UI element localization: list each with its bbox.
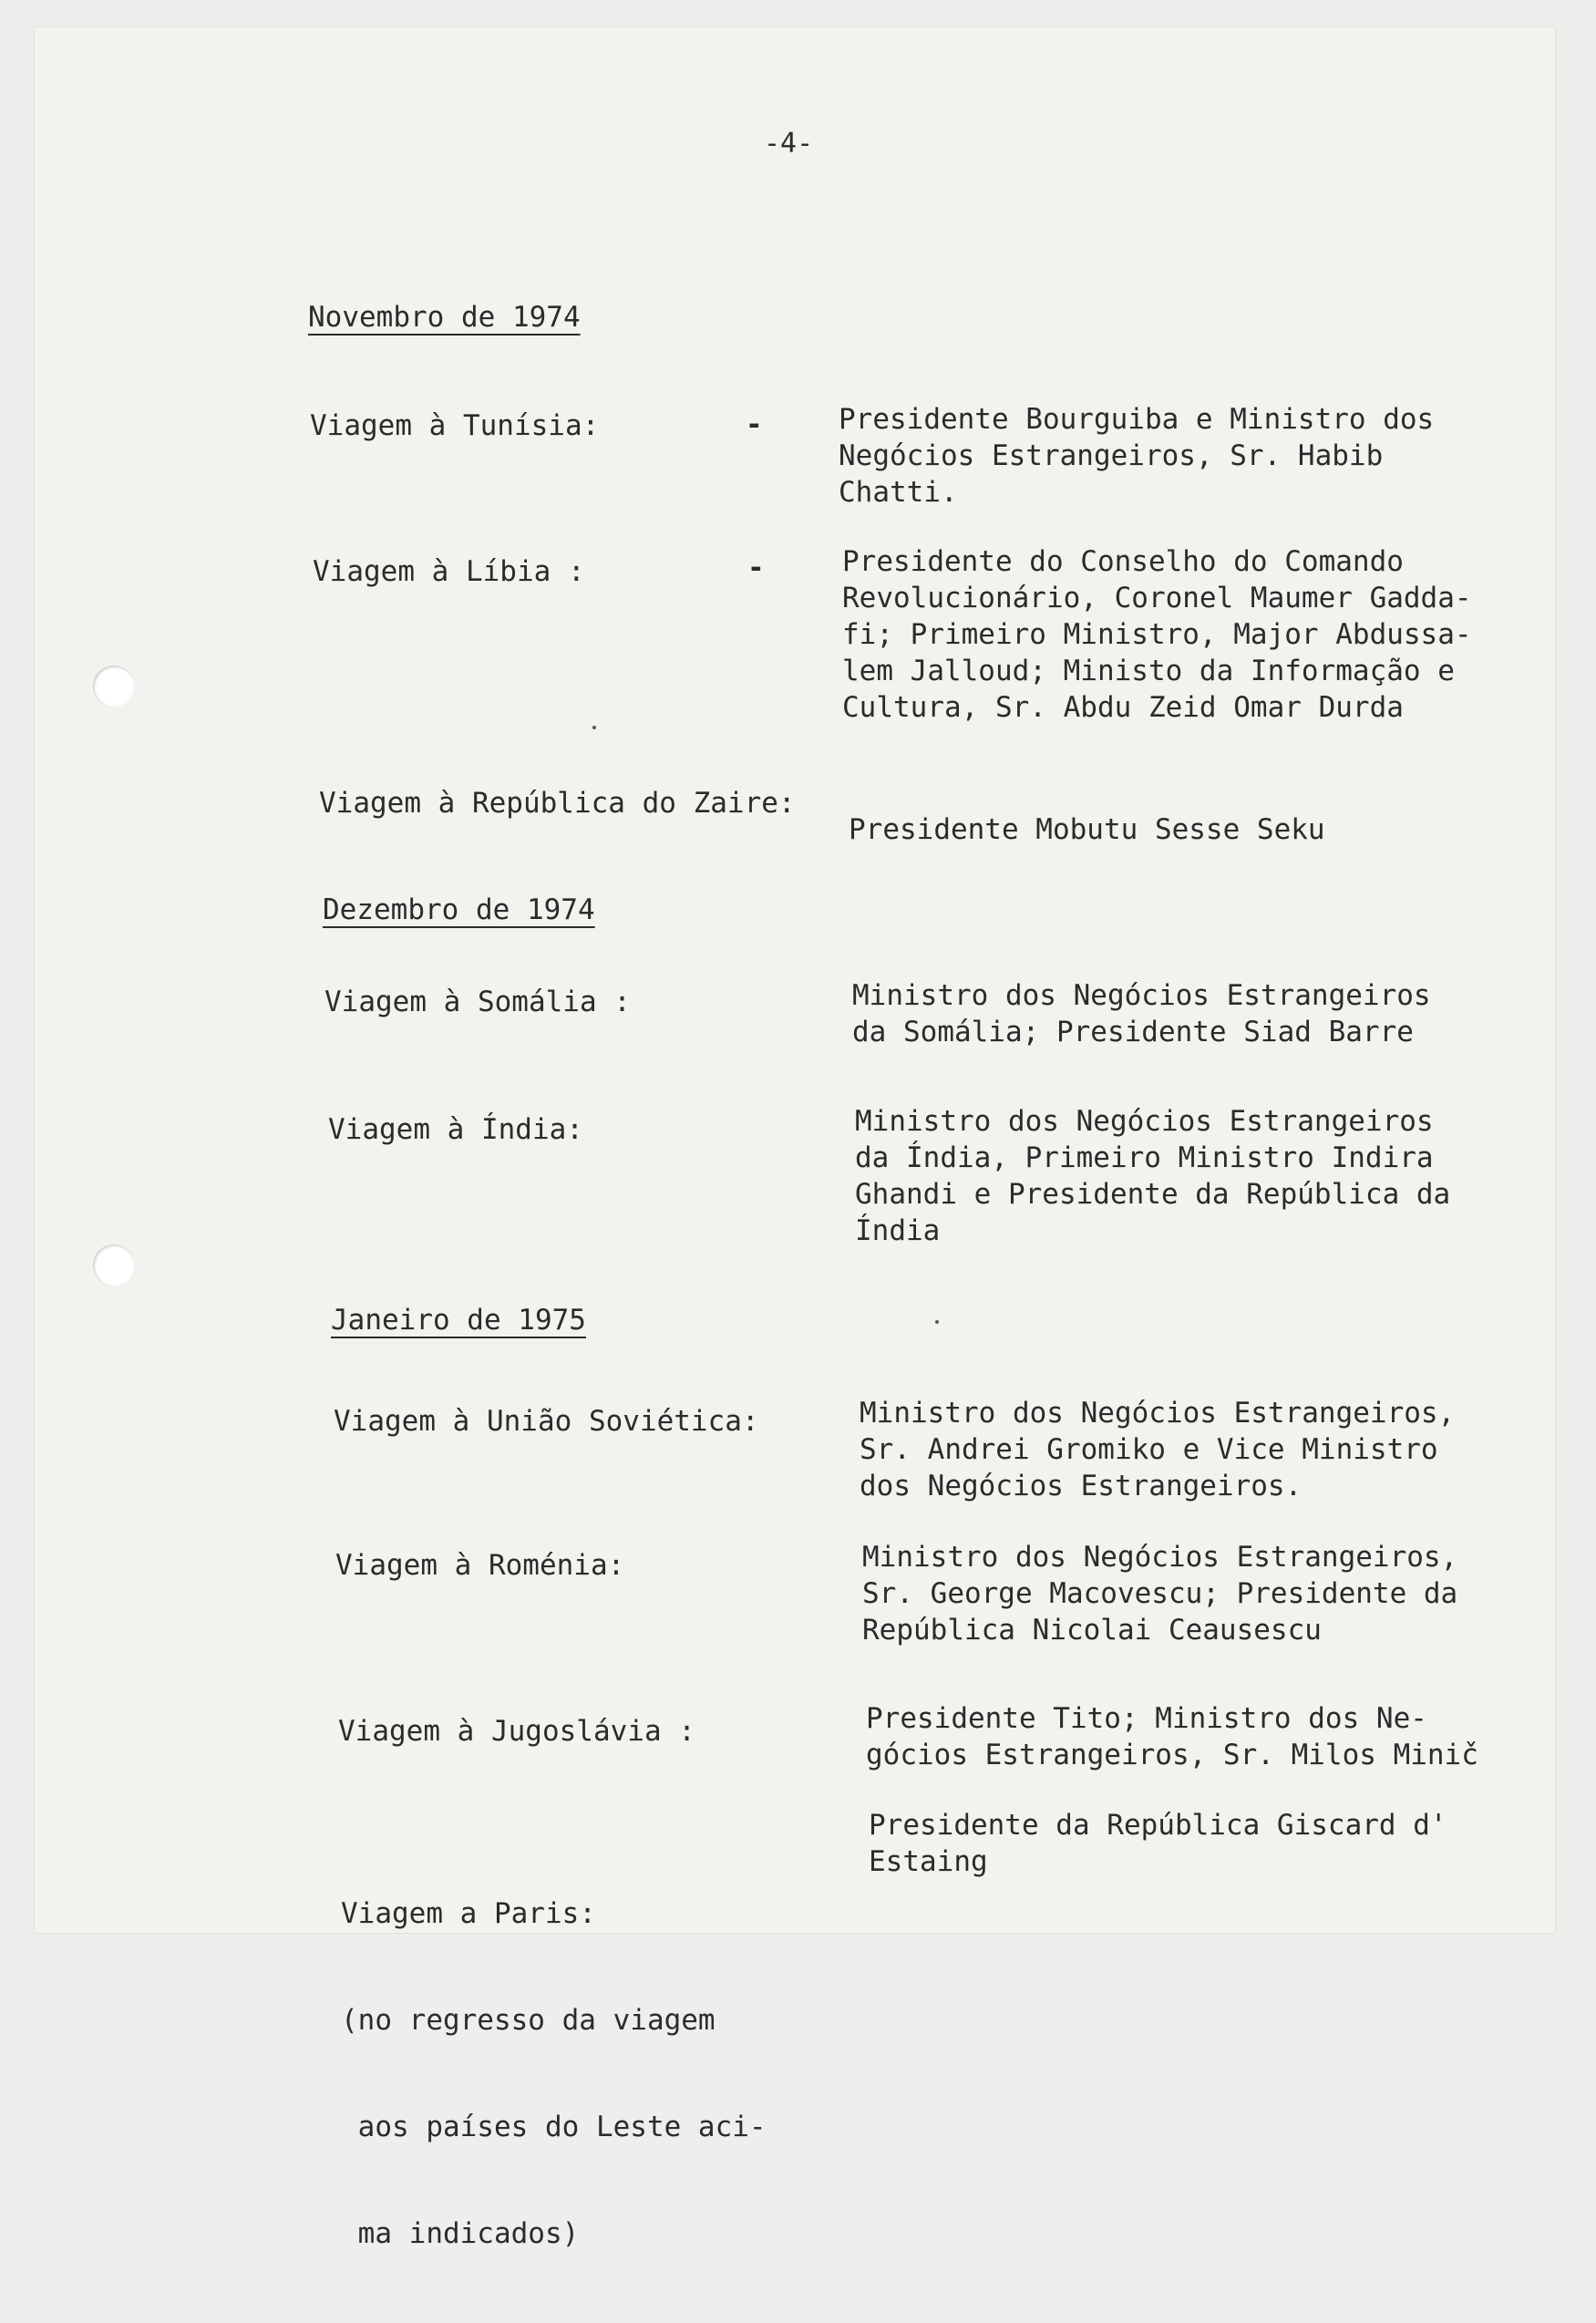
entry-text-somalia: Ministro dos Negócios Estrangeiros da Somália; Presidente Siad Barre xyxy=(852,979,1431,1048)
entry-text-jugoslavia: Presidente Tito; Ministro dos Ne- gócios Estrangeiros, Sr. Milos Minič xyxy=(866,1702,1478,1771)
entry-label-zaire: Viagem à República do Zaire: xyxy=(319,787,796,820)
entry-label-paris: Viagem a Paris: (no regresso da viagem aos países do Leste aci- ma indicados) xyxy=(341,1897,767,2250)
section-header-november-1974: Novembro de 1974 xyxy=(308,301,581,334)
entry-dash-tunisia: - xyxy=(746,408,763,441)
entry-label-india: Viagem à Índia: xyxy=(328,1113,583,1146)
document-page xyxy=(35,27,1555,2250)
page-number: -4- xyxy=(764,128,814,160)
entry-text-india: Ministro dos Negócios Estrangeiros da Índia, Primeiro Ministro Indira Ghandi e Presidente da República da Índia xyxy=(855,1105,1451,1247)
speck-mark xyxy=(592,726,596,729)
entry-text-zaire: Presidente Mobutu Sesse Seku xyxy=(849,813,1325,846)
entry-label-somalia: Viagem à Somália : xyxy=(324,986,631,1018)
entry-text-uniao-sovietica: Ministro dos Negócios Estrangeiros, Sr. Andrei Gromiko e Vice Ministro dos Negócios Estrangeiros. xyxy=(860,1397,1456,1502)
entry-text-tunisia: Presidente Bourguiba e Ministro dos Negócios Estrangeiros, Sr. Habib Chatti. xyxy=(839,403,1435,509)
punch-hole-bottom xyxy=(93,1244,135,1286)
entry-label-jugoslavia: Viagem à Jugoslávia : xyxy=(338,1715,695,1748)
section-header-december-1974: Dezembro de 1974 xyxy=(323,893,595,926)
entry-label-romenia: Viagem à Roménia: xyxy=(335,1549,625,1582)
entry-label-tunisia: Viagem à Tunísia: xyxy=(310,409,600,442)
punch-hole-top xyxy=(93,666,135,707)
section-header-january-1975: Janeiro de 1975 xyxy=(331,1304,586,1337)
entry-label-libia: Viagem à Líbia : xyxy=(313,555,585,588)
entry-label-uniao-sovietica: Viagem à União Soviética: xyxy=(334,1405,759,1438)
speck-mark xyxy=(935,1320,939,1324)
entry-text-romenia: Ministro dos Negócios Estrangeiros, Sr. George Macovescu; Presidente da República Nicolai Ceausescu xyxy=(862,1541,1458,1647)
entry-dash-libia: - xyxy=(747,552,765,584)
entry-text-libia: Presidente do Conselho do Comando Revolucionário, Coronel Maumer Gadda- fi; Primeiro Ministro, Major Abdussa- lem Jalloud; Ministo da Informação e Cultura, Sr. Abdu Zeid Omar Durda xyxy=(842,545,1472,724)
entry-text-paris: Presidente da República Giscard d' Estaing xyxy=(869,1809,1447,1878)
